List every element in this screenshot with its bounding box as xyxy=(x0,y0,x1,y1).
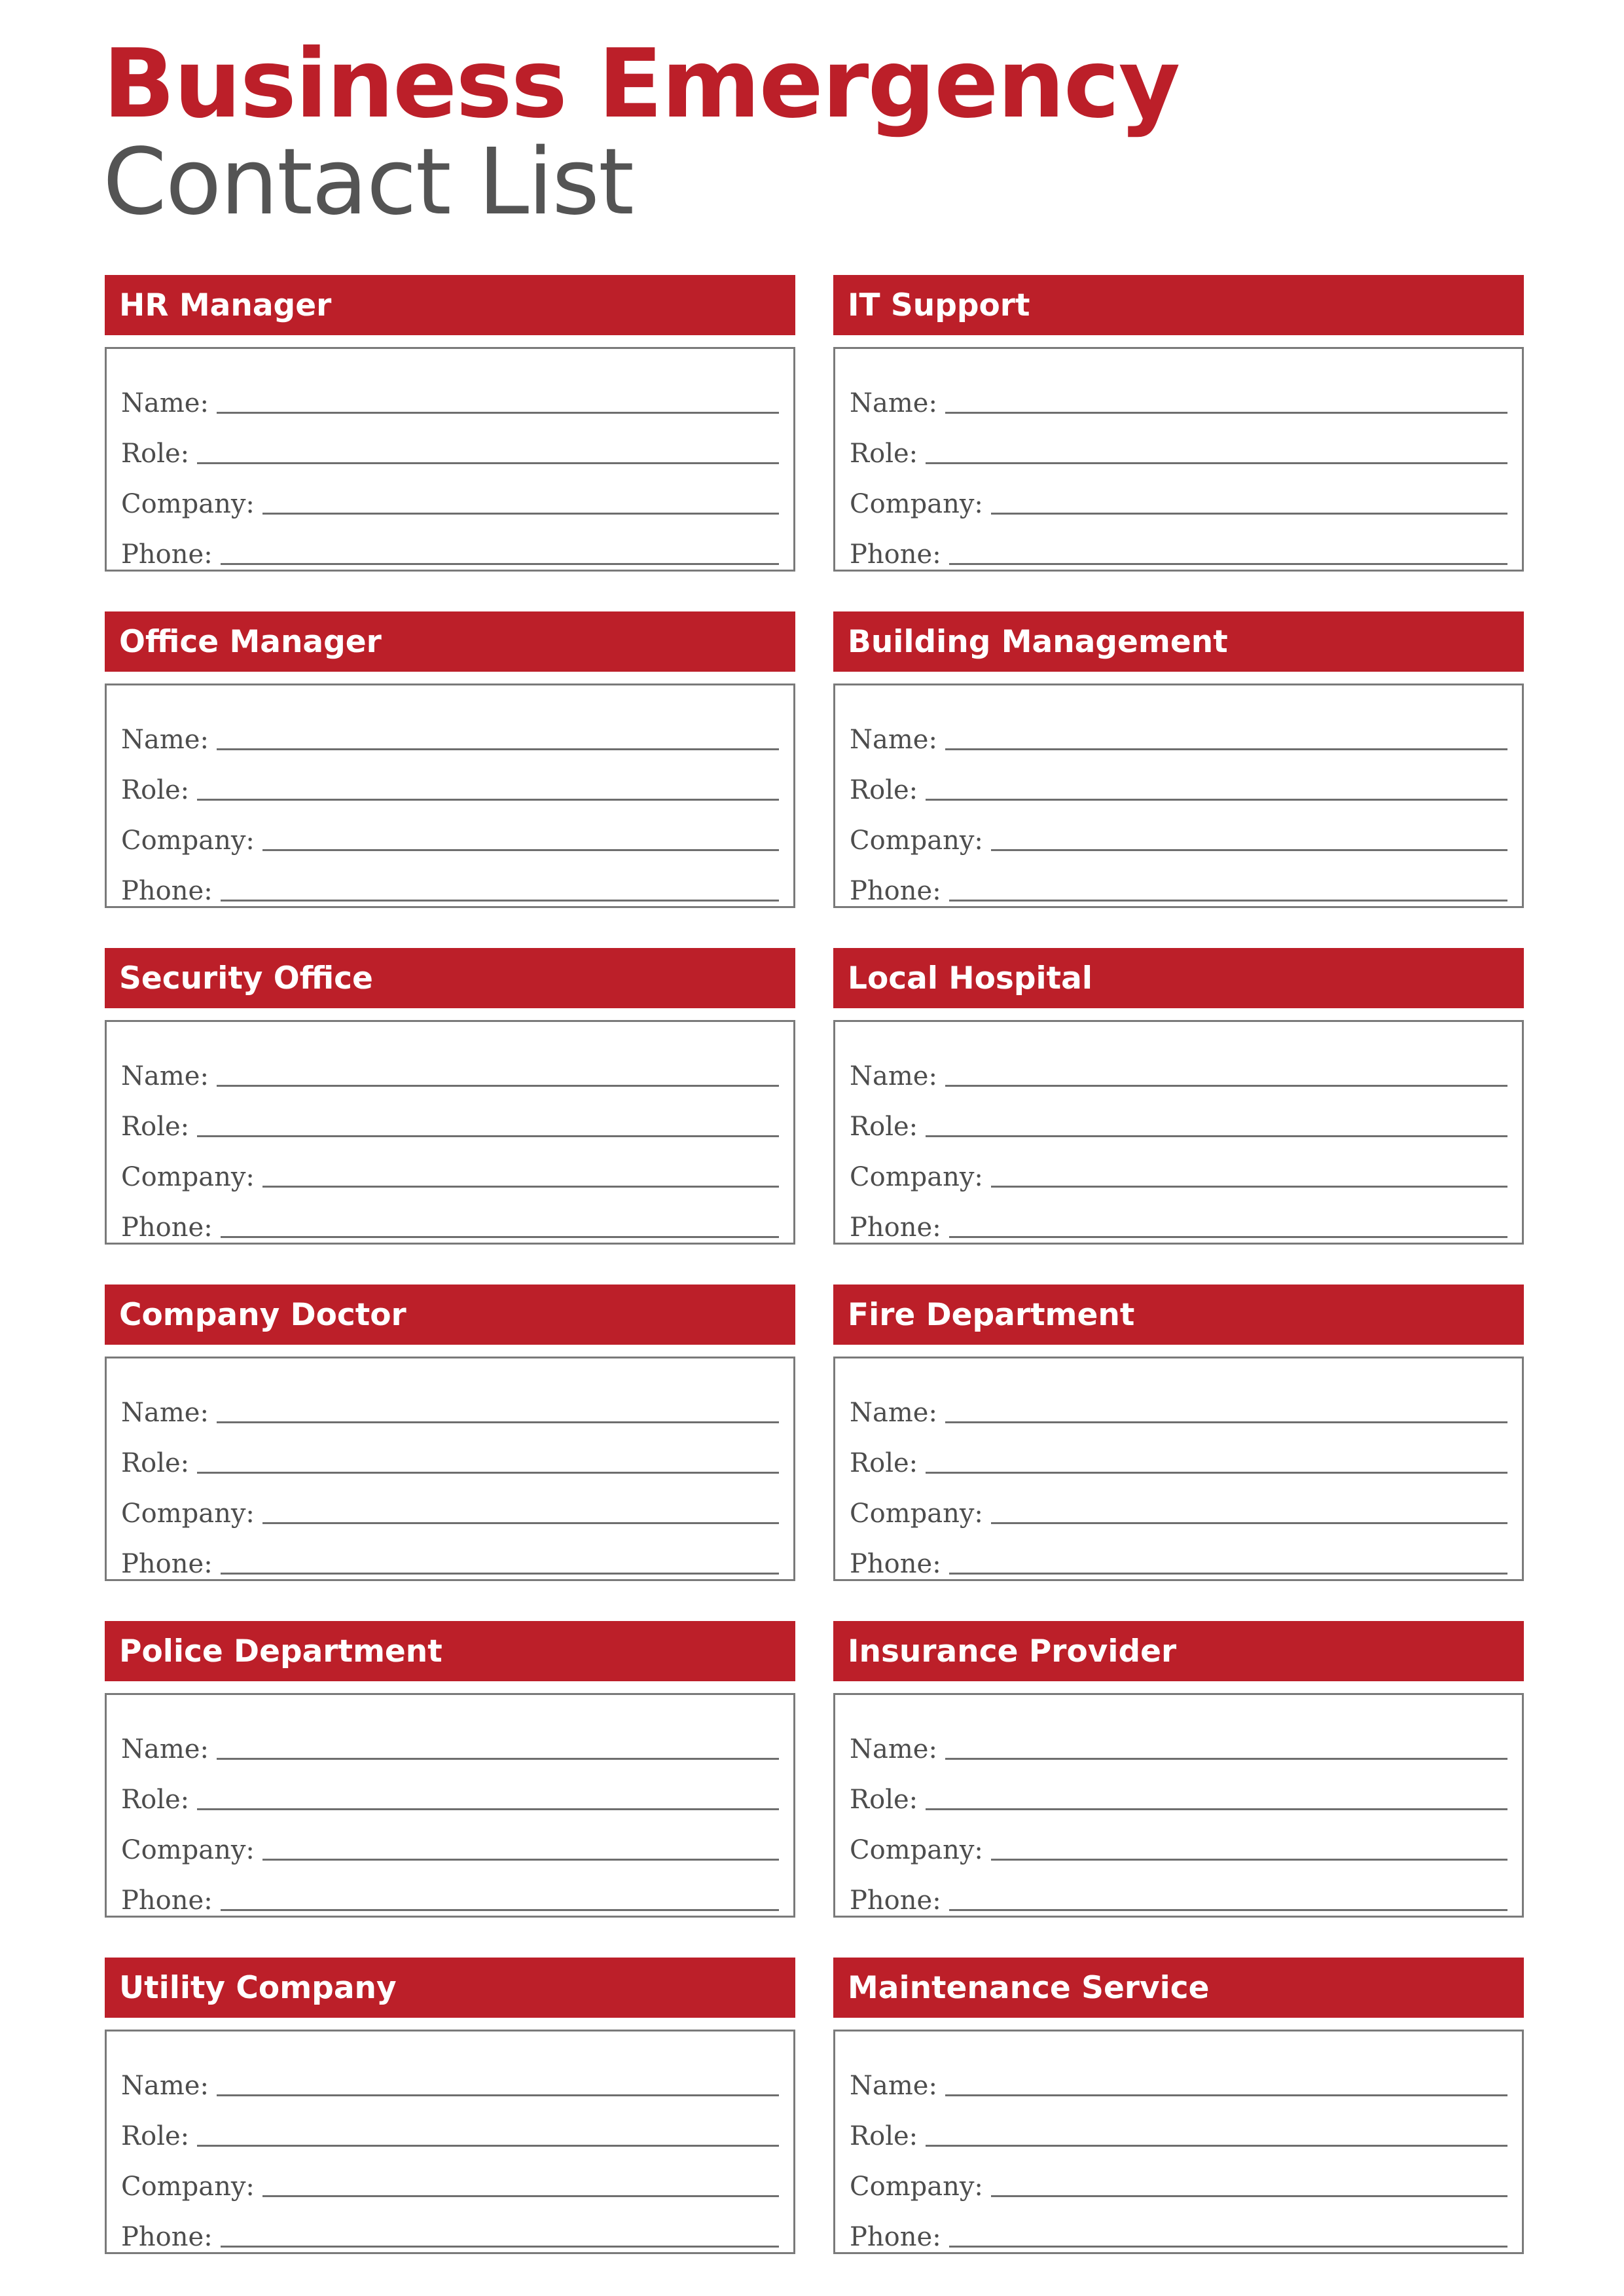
role-label: Role: xyxy=(121,1785,190,1815)
name-line[interactable] xyxy=(945,1085,1507,1087)
role-field[interactable] xyxy=(121,416,779,467)
company-field[interactable] xyxy=(121,1140,779,1190)
company-field[interactable] xyxy=(121,1813,779,1863)
phone-field[interactable] xyxy=(850,2200,1507,2250)
name-field[interactable] xyxy=(850,2049,1507,2099)
contact-card-building-management xyxy=(833,611,1524,908)
name-field[interactable] xyxy=(850,1712,1507,1762)
role-label: Role: xyxy=(121,439,190,469)
phone-label: Phone: xyxy=(850,2222,941,2252)
phone-field[interactable] xyxy=(121,1190,779,1241)
company-label: Company: xyxy=(121,489,255,519)
role-field[interactable] xyxy=(121,1762,779,1813)
contact-card-insurance-provider xyxy=(833,1621,1524,1918)
phone-label: Phone: xyxy=(121,1886,213,1916)
name-line[interactable] xyxy=(217,1085,779,1087)
name-label: Name: xyxy=(121,2071,209,2101)
phone-line[interactable] xyxy=(949,1909,1507,1911)
phone-field[interactable] xyxy=(121,854,779,904)
phone-field[interactable] xyxy=(850,517,1507,568)
role-field[interactable] xyxy=(850,1762,1507,1813)
card-header: Maintenance Service xyxy=(833,1958,1524,2018)
name-line[interactable] xyxy=(217,1758,779,1760)
name-field[interactable] xyxy=(850,366,1507,416)
company-label: Company: xyxy=(121,1499,255,1529)
name-field[interactable] xyxy=(121,366,779,416)
contact-card-security-office xyxy=(105,948,795,1245)
phone-field[interactable] xyxy=(121,2200,779,2250)
company-field[interactable] xyxy=(121,1476,779,1527)
name-label: Name: xyxy=(850,725,937,755)
contact-card-fire-department xyxy=(833,1285,1524,1581)
company-line[interactable] xyxy=(262,1186,779,1188)
phone-line[interactable] xyxy=(949,563,1507,565)
role-line[interactable] xyxy=(926,1808,1507,1810)
card-body xyxy=(105,1693,795,1918)
contact-card-office-manager xyxy=(105,611,795,908)
role-field[interactable] xyxy=(850,1089,1507,1140)
phone-label: Phone: xyxy=(121,539,213,570)
card-header: Office Manager xyxy=(105,611,795,672)
name-field[interactable] xyxy=(121,1376,779,1426)
phone-label: Phone: xyxy=(850,539,941,570)
role-line[interactable] xyxy=(926,1135,1507,1137)
contact-grid xyxy=(105,275,1524,2254)
name-label: Name: xyxy=(121,1061,209,1091)
role-label: Role: xyxy=(850,1112,918,1142)
page-title-line1: Business Emergency xyxy=(103,29,1180,139)
phone-line[interactable] xyxy=(221,1236,779,1238)
role-label: Role: xyxy=(850,1785,918,1815)
role-label: Role: xyxy=(121,2121,190,2151)
company-label: Company: xyxy=(121,2172,255,2202)
page-title-line2: Contact List xyxy=(103,129,633,236)
phone-line[interactable] xyxy=(949,900,1507,902)
contact-card-utility-company xyxy=(105,1958,795,2254)
company-line[interactable] xyxy=(262,849,779,851)
name-field[interactable] xyxy=(121,2049,779,2099)
role-line[interactable] xyxy=(926,1472,1507,1474)
role-line[interactable] xyxy=(926,799,1507,801)
phone-label: Phone: xyxy=(121,876,213,906)
card-header: Insurance Provider xyxy=(833,1621,1524,1681)
phone-field[interactable] xyxy=(121,1527,779,1577)
contact-card-company-doctor xyxy=(105,1285,795,1581)
company-line[interactable] xyxy=(262,513,779,515)
name-field[interactable] xyxy=(121,702,779,753)
name-line[interactable] xyxy=(945,1758,1507,1760)
card-header: Fire Department xyxy=(833,1285,1524,1345)
phone-field[interactable] xyxy=(121,517,779,568)
name-line[interactable] xyxy=(945,2094,1507,2096)
phone-line[interactable] xyxy=(221,1573,779,1575)
name-line[interactable] xyxy=(217,412,779,414)
contact-card-hr-manager xyxy=(105,275,795,572)
phone-field[interactable] xyxy=(121,1863,779,1914)
role-label: Role: xyxy=(850,1448,918,1478)
company-field[interactable] xyxy=(850,2149,1507,2200)
company-line[interactable] xyxy=(991,1859,1507,1861)
role-field[interactable] xyxy=(850,753,1507,803)
phone-label: Phone: xyxy=(121,1549,213,1579)
role-line[interactable] xyxy=(197,1472,779,1474)
phone-line[interactable] xyxy=(221,900,779,902)
company-line[interactable] xyxy=(991,2195,1507,2197)
company-label: Company: xyxy=(121,826,255,856)
card-body xyxy=(105,1020,795,1245)
role-field[interactable] xyxy=(121,1426,779,1476)
company-label: Company: xyxy=(850,826,983,856)
company-line[interactable] xyxy=(991,1186,1507,1188)
role-label: Role: xyxy=(121,1112,190,1142)
name-label: Name: xyxy=(850,1734,937,1764)
card-body xyxy=(105,683,795,908)
name-label: Name: xyxy=(850,1398,937,1428)
role-field[interactable] xyxy=(121,1089,779,1140)
company-line[interactable] xyxy=(991,513,1507,515)
name-field[interactable] xyxy=(121,1039,779,1089)
company-line[interactable] xyxy=(262,1522,779,1524)
phone-line[interactable] xyxy=(221,2246,779,2248)
company-label: Company: xyxy=(850,1162,983,1192)
name-line[interactable] xyxy=(217,1421,779,1423)
company-field[interactable] xyxy=(850,803,1507,854)
name-field[interactable] xyxy=(121,1712,779,1762)
role-line[interactable] xyxy=(197,799,779,801)
company-field[interactable] xyxy=(121,467,779,517)
role-label: Role: xyxy=(850,775,918,805)
phone-line[interactable] xyxy=(949,2246,1507,2248)
phone-label: Phone: xyxy=(850,876,941,906)
name-line[interactable] xyxy=(945,412,1507,414)
card-header: Security Office xyxy=(105,948,795,1008)
card-body xyxy=(833,1357,1524,1581)
name-label: Name: xyxy=(121,725,209,755)
page-title xyxy=(103,29,1180,236)
phone-line[interactable] xyxy=(221,563,779,565)
role-label: Role: xyxy=(850,2121,918,2151)
name-label: Name: xyxy=(850,388,937,418)
role-line[interactable] xyxy=(197,1135,779,1137)
phone-field[interactable] xyxy=(850,1863,1507,1914)
card-header: IT Support xyxy=(833,275,1524,335)
card-body xyxy=(833,1693,1524,1918)
phone-field[interactable] xyxy=(850,854,1507,904)
role-field[interactable] xyxy=(850,416,1507,467)
name-field[interactable] xyxy=(850,702,1507,753)
role-label: Role: xyxy=(121,1448,190,1478)
name-line[interactable] xyxy=(945,748,1507,750)
contact-card-maintenance-service xyxy=(833,1958,1524,2254)
company-label: Company: xyxy=(121,1162,255,1192)
role-line[interactable] xyxy=(197,462,779,464)
card-header: Building Management xyxy=(833,611,1524,672)
role-field[interactable] xyxy=(850,2099,1507,2149)
contact-card-police-department xyxy=(105,1621,795,1918)
role-field[interactable] xyxy=(850,1426,1507,1476)
name-label: Name: xyxy=(121,1398,209,1428)
company-line[interactable] xyxy=(991,1522,1507,1524)
name-field[interactable] xyxy=(850,1039,1507,1089)
card-body xyxy=(105,347,795,572)
company-field[interactable] xyxy=(850,1476,1507,1527)
phone-label: Phone: xyxy=(121,2222,213,2252)
card-header: Local Hospital xyxy=(833,948,1524,1008)
card-body xyxy=(833,1020,1524,1245)
role-line[interactable] xyxy=(926,462,1507,464)
card-header: Police Department xyxy=(105,1621,795,1681)
card-body xyxy=(105,1357,795,1581)
card-body xyxy=(833,347,1524,572)
phone-line[interactable] xyxy=(949,1236,1507,1238)
company-label: Company: xyxy=(850,1499,983,1529)
phone-field[interactable] xyxy=(850,1190,1507,1241)
contact-card-it-support xyxy=(833,275,1524,572)
role-line[interactable] xyxy=(926,2145,1507,2147)
phone-line[interactable] xyxy=(221,1909,779,1911)
role-field[interactable] xyxy=(121,753,779,803)
company-line[interactable] xyxy=(262,2195,779,2197)
card-header: HR Manager xyxy=(105,275,795,335)
role-field[interactable] xyxy=(121,2099,779,2149)
company-line[interactable] xyxy=(262,1859,779,1861)
name-label: Name: xyxy=(121,1734,209,1764)
role-line[interactable] xyxy=(197,2145,779,2147)
name-label: Name: xyxy=(850,2071,937,2101)
phone-label: Phone: xyxy=(850,1212,941,1243)
card-body xyxy=(833,683,1524,908)
company-label: Company: xyxy=(850,2172,983,2202)
phone-label: Phone: xyxy=(850,1549,941,1579)
name-label: Name: xyxy=(850,1061,937,1091)
company-field[interactable] xyxy=(850,1813,1507,1863)
card-header: Company Doctor xyxy=(105,1285,795,1345)
company-label: Company: xyxy=(850,1835,983,1865)
company-field[interactable] xyxy=(121,2149,779,2200)
role-label: Role: xyxy=(121,775,190,805)
phone-field[interactable] xyxy=(850,1527,1507,1577)
name-label: Name: xyxy=(121,388,209,418)
company-field[interactable] xyxy=(121,803,779,854)
phone-label: Phone: xyxy=(850,1886,941,1916)
phone-line[interactable] xyxy=(949,1573,1507,1575)
card-header: Utility Company xyxy=(105,1958,795,2018)
contact-card-local-hospital xyxy=(833,948,1524,1245)
company-label: Company: xyxy=(850,489,983,519)
company-field[interactable] xyxy=(850,1140,1507,1190)
card-body xyxy=(105,2030,795,2254)
role-label: Role: xyxy=(850,439,918,469)
company-field[interactable] xyxy=(850,467,1507,517)
company-line[interactable] xyxy=(991,849,1507,851)
phone-label: Phone: xyxy=(121,1212,213,1243)
name-field[interactable] xyxy=(850,1376,1507,1426)
role-line[interactable] xyxy=(197,1808,779,1810)
card-body xyxy=(833,2030,1524,2254)
name-line[interactable] xyxy=(217,2094,779,2096)
company-label: Company: xyxy=(121,1835,255,1865)
name-line[interactable] xyxy=(945,1421,1507,1423)
name-line[interactable] xyxy=(217,748,779,750)
